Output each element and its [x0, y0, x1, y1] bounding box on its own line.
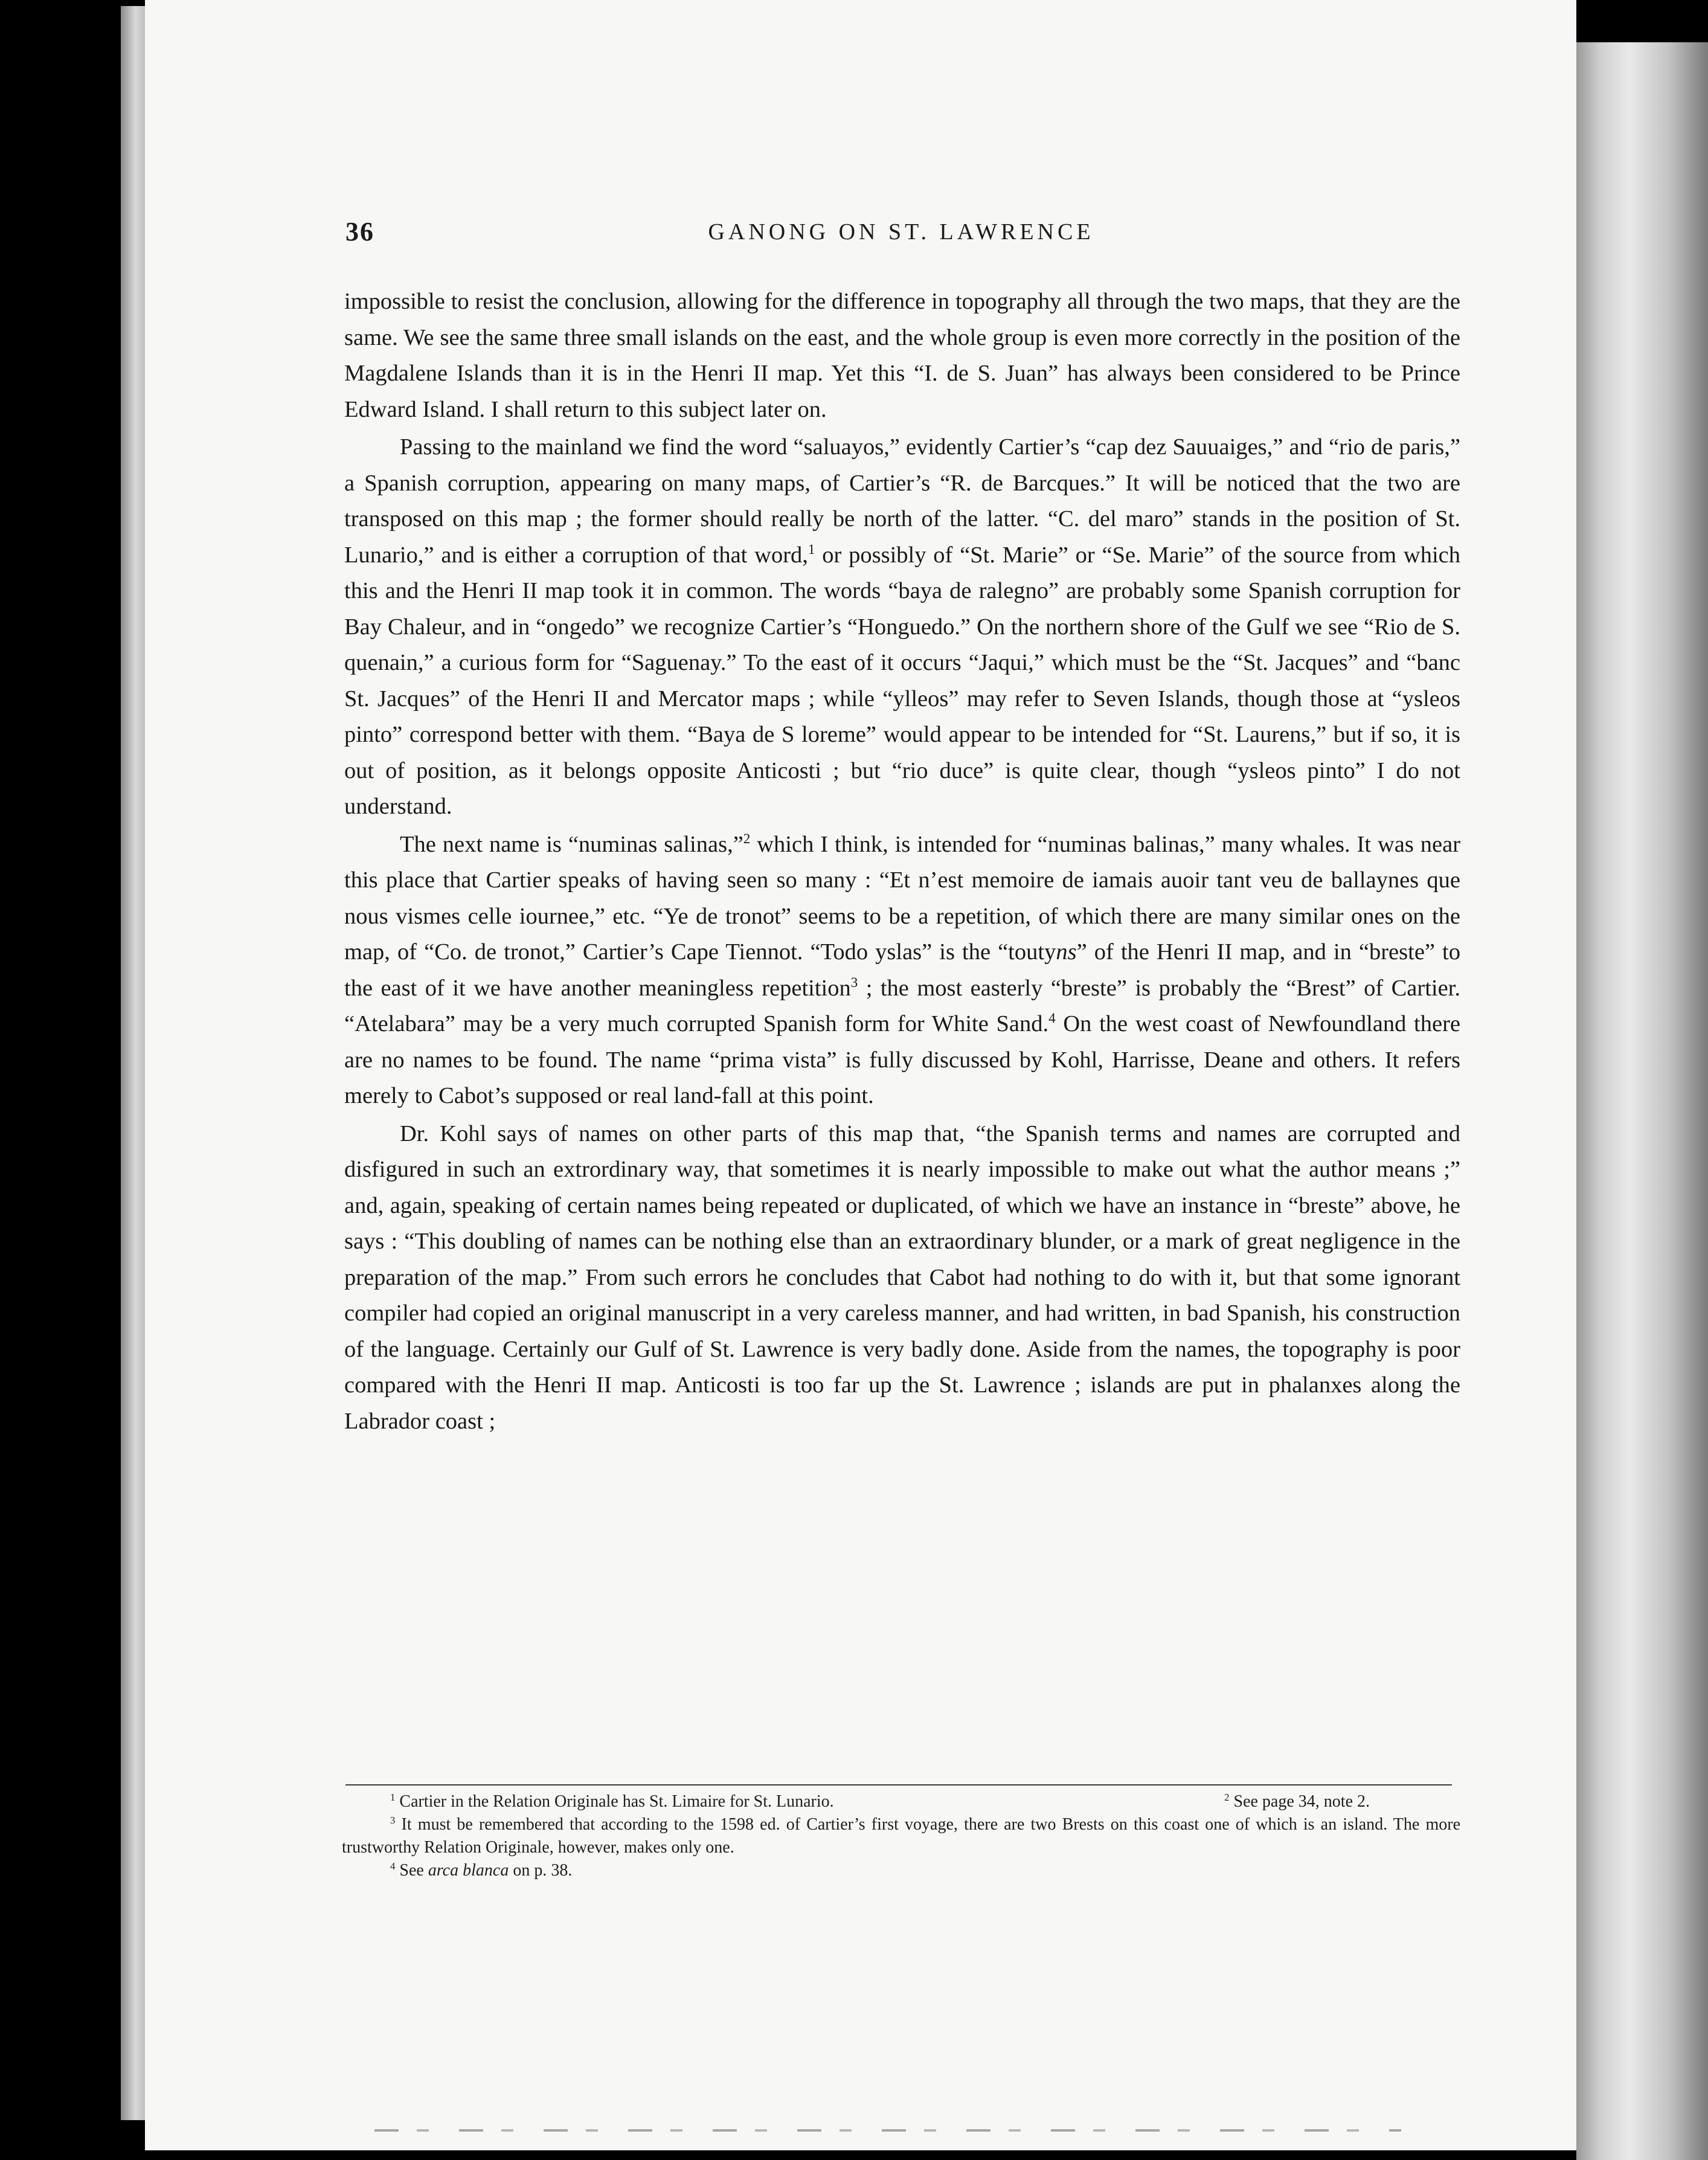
running-head [345, 216, 1457, 259]
footnote-mark: 3 [390, 1814, 396, 1826]
footnote-text: It must be remembered that according to the 1598 ed. of Cartier’s first voyage, there are two Brests on this coast one of which is an island. The more trustworthy Relation Originale, however, makes only one. [342, 1815, 1461, 1857]
paragraph-1 [344, 284, 1460, 428]
footnote-divider [345, 1784, 1452, 1786]
page-stack-right-edge [1576, 42, 1708, 2160]
footnote-mark: 4 [390, 1860, 396, 1872]
footnote-ref-2: 2 [743, 830, 751, 846]
footnote-2 [1224, 1790, 1460, 1813]
paragraph-4 [344, 1116, 1460, 1440]
footnote-1 [390, 1790, 834, 1813]
running-title: GANONG ON ST. LAWRENCE [708, 219, 1094, 245]
footnote-mark: 2 [1224, 1791, 1230, 1803]
scan-artifact [374, 2129, 1401, 2132]
footnote-4 [342, 1859, 1460, 1882]
footnote-text: See page 34, note 2. [1233, 1792, 1370, 1811]
footnote-ref-1: 1 [807, 541, 815, 557]
paragraph-3 [344, 827, 1460, 1114]
body-text [344, 284, 1460, 1439]
footnotes [342, 1790, 1460, 1882]
paragraph-text: Passing to the mainland we find the word “saluayos,” evidently Cartier’s “cap dez Sauuaiges,” and “rio de paris,” a Spanish corruption, appearing on many maps, of Cartier’s “R. de Barcques.” It will be noticed that the two are transposed on this map ; the former should really be north of the latter. “C. del maro” stands in the position of St. Lunario,” and is either a corruption of that word, [344, 434, 1460, 568]
footnote-ref-3: 3 [850, 974, 858, 990]
paragraph-text: On the west coast of Newfoundland there are no names to be found. The name “prima vista” is fully discussed by Kohl, Harrisse, Deane and others. It refers merely to Cabot’s supposed or real land-fall at this point. [344, 1011, 1460, 1108]
footnote-text: on p. 38. [509, 1861, 573, 1880]
paragraph-text: ” of the Henri II map, and in “breste” to the east of it we have another meaningless repetition [344, 939, 1460, 1001]
italic-text: arca blanca [428, 1861, 509, 1880]
paragraph-text: Dr. Kohl says of names on other parts of this map that, “the Spanish terms and names are corrupted and disfigured in such an extrordinary way, that sometimes it is nearly impossible to make out what the author means ;” and, again, speaking of certain names being repeated or duplicated, of which we have an instance in “breste” above, he says : “This doubling of names can be nothing else than an extraordinary blunder, or a mark of great negligence in the preparation of the map.” From such errors he concludes that Cabot had nothing to do with it, but that some ignorant compiler had copied an original manuscript in a very careless manner, and had written, in bad Spanish, his construction of the language. Certainly our Gulf of St. Lawrence is very badly done. Aside from the names, the topography is poor compared with the Henri II map. Anticosti is too far up the St. Lawrence ; islands are put in phalanxes along the Labrador coast ; [344, 1120, 1460, 1434]
paragraph-text: ; the most easterly “breste” is probably the “Brest” of Cartier. “Atelabara” may be a very much corrupted Spanish form for White Sand. [344, 975, 1460, 1037]
footnote-ref-4: 4 [1048, 1010, 1056, 1026]
footnote-row-1-2 [342, 1790, 1460, 1813]
paragraph-2 [344, 429, 1460, 825]
page-number: 36 [345, 217, 374, 246]
italic-text: ns [1056, 939, 1077, 965]
paragraph-text: or possibly of “St. Marie” or “Se. Marie” of the source from which this and the Henri II map took it in common. The words “baya de ralegno” are probably some Spanish corruption for Bay Chaleur, and in “ongedo” we recognize Cartier’s “Honguedo.” On the northern shore of the Gulf we see “Rio de S. quenain,” a curious form for “Saguenay.” To the east of it occurs “Jaqui,” which must be the “St. Jacques” and “banc St. Jacques” of the Henri II and Mercator maps ; while “ylleos” may refer to Seven Islands, though those at “ysleos pinto” correspond better with them. “Baya de S loreme” would appear to be intended for “St. Laurens,” but if so, it is out of position, as it belongs opposite Anticosti ; but “rio duce” is quite clear, though “ysleos pinto” I do not understand. [344, 542, 1460, 819]
footnote-3 [342, 1813, 1460, 1859]
footnote-text: See [399, 1861, 428, 1880]
footnote-mark: 1 [390, 1791, 396, 1803]
paragraph-text: impossible to resist the conclusion, allowing for the difference in topography all through the two maps, that they are the same. We see the same three small islands on the east, and the whole group is even more correctly in the position of the Magdalene Islands than it is in the Henri II map. Yet this “I. de S. Juan” has always been considered to be Prince Edward Island. I shall return to this subject later on. [344, 289, 1460, 422]
paragraph-text: The next name is “numinas salinas,” [400, 831, 743, 857]
footnote-text: Cartier in the Relation Originale has St. Limaire for St. Lunario. [399, 1792, 834, 1811]
paragraph-text: which I think, is intended for “numinas balinas,” many whales. It was near this place that Cartier speaks of having seen so many : “Et n’est memoire de iamais auoir tant veu de ballaynes que nous vismes celle iournee,” etc. “Ye de tronot” seems to be a repetition, of which there are many similar ones on the map, of “Co. de tronot,” Cartier’s Cape Tiennot. “Todo yslas” is the “touty [344, 831, 1461, 965]
